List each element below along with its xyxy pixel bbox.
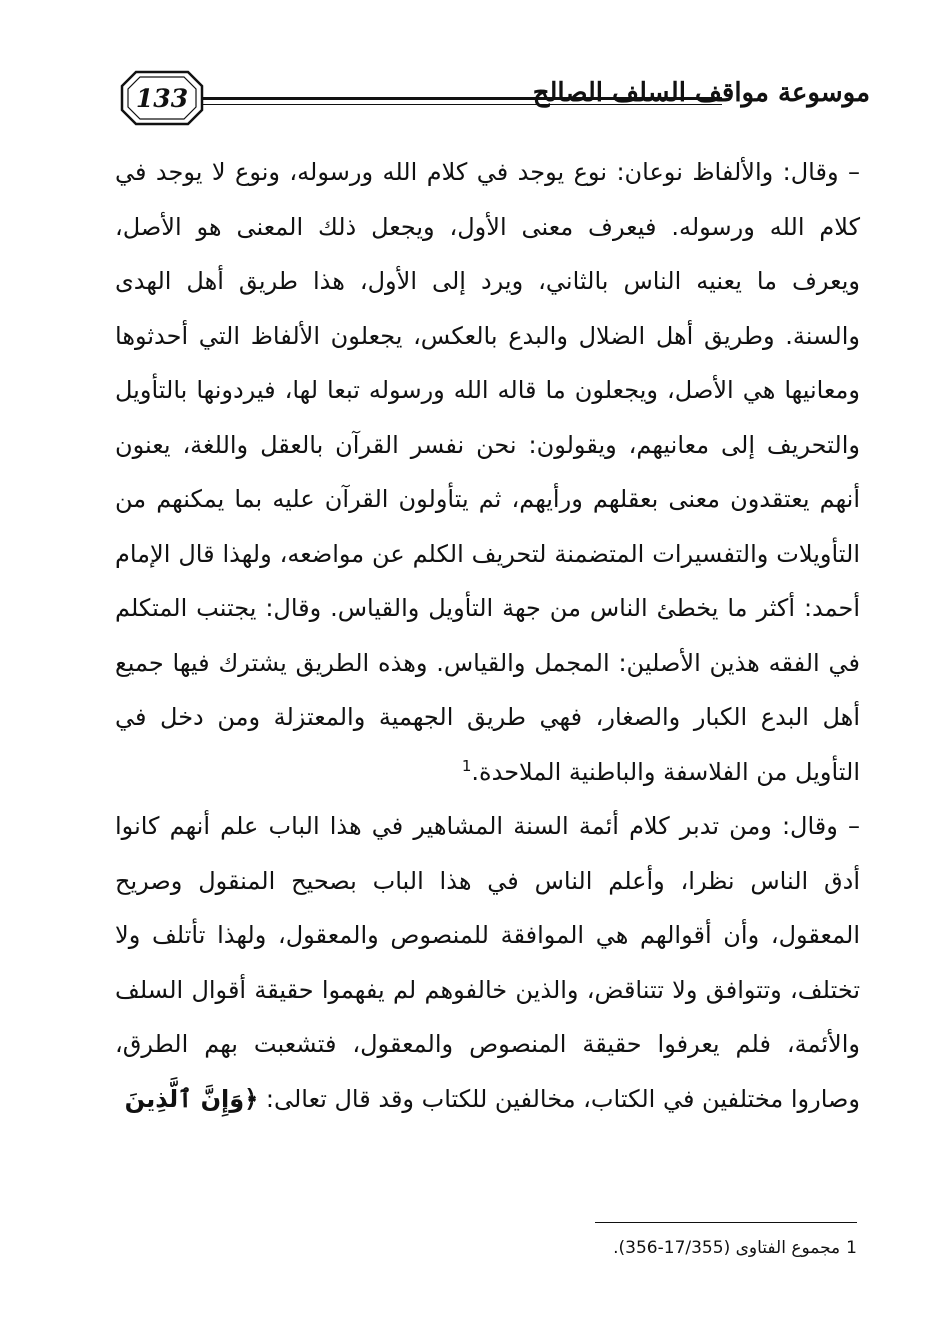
footnote-separator: [595, 1222, 857, 1223]
paragraph-text: – وقال: ومن تدبر كلام أئمة السنة المشاهير في هذا الباب علم أنهم كانوا أدق الناس نظرا، وأعلم الناس في هذا الباب بصحيح المنقول وصريح المعقول، وأن أقوالهم هي الموافقة للمنصوص والمعقول، ولهذا تأتلف ولا تختلف، وتتوافق ولا تتناقض، والذين خالفوهم لم يفهموا حقيقة أقوال السلف والأئمة، فلم يعرفوا حقيقة المنصوص والمعقول، فتشعبت بهم الطرق، وصاروا مختلفين في الكتاب، مخالفين للكتاب وقد قال تعالى:: [115, 812, 860, 1113]
paragraph-text: – وقال: والألفاظ نوعان: نوع يوجد في كلام الله ورسوله، ونوع لا يوجد في كلام الله ورسوله. فيعرف معنى الأول، ويجعل ذلك المعنى هو الأصل، ويعرف ما يعنيه الناس بالثاني، ويرد إلى الأول، هذا طريق أهل الهدى والسنة. وطريق أهل الضلال والبدع بالعكس، يجعلون الألفاظ التي أحدثوها ومعانيها هي الأصل، ويجعلون ما قاله الله ورسوله تبعا لها، فيردونها بالتأويل والتحريف إلى معانيهم، ويقولون: نحن نفسر القرآن بالعقل واللغة، يعنون أنهم يعتقدون معنى بعقلهم ورأيهم، ثم يتأولون القرآن عليه بما يمكنهم من التأويلات والتفسيرات المتضمنة لتحريف الكلم عن مواضعه، ولهذا قال الإمام أحمد: أكثر ما يخطئ الناس من جهة التأويل والقياس. وقال: يجتنب المتكلم في الفقه هذين الأصلين: المجمل والقياس. وهذه الطريق يشترك فيها جميع أهل البدع الكبار والصغار، فهي طريق الجهمية والمعتزلة ومن دخل في التأويل من الفلاسفة والباطنية الملاحدة.: [115, 158, 860, 786]
page-header: [110, 60, 870, 140]
page-number: 133: [135, 83, 189, 113]
book-title: موسوعة مواقف السلف الصالح: [532, 78, 870, 108]
quran-quote: ﴿وَإِنَّ ٱلَّذِينَ: [124, 1084, 259, 1113]
paragraph: [115, 799, 860, 1126]
footnote: [257, 1233, 857, 1263]
footnote-text: مجموع الفتاوى (17/355-356).: [613, 1238, 841, 1258]
footnote-reference: 1: [461, 756, 472, 775]
footnote-number: 1: [846, 1238, 857, 1258]
page-number-badge: [118, 68, 206, 128]
body-text: [115, 145, 860, 1126]
paragraph: [115, 145, 860, 799]
